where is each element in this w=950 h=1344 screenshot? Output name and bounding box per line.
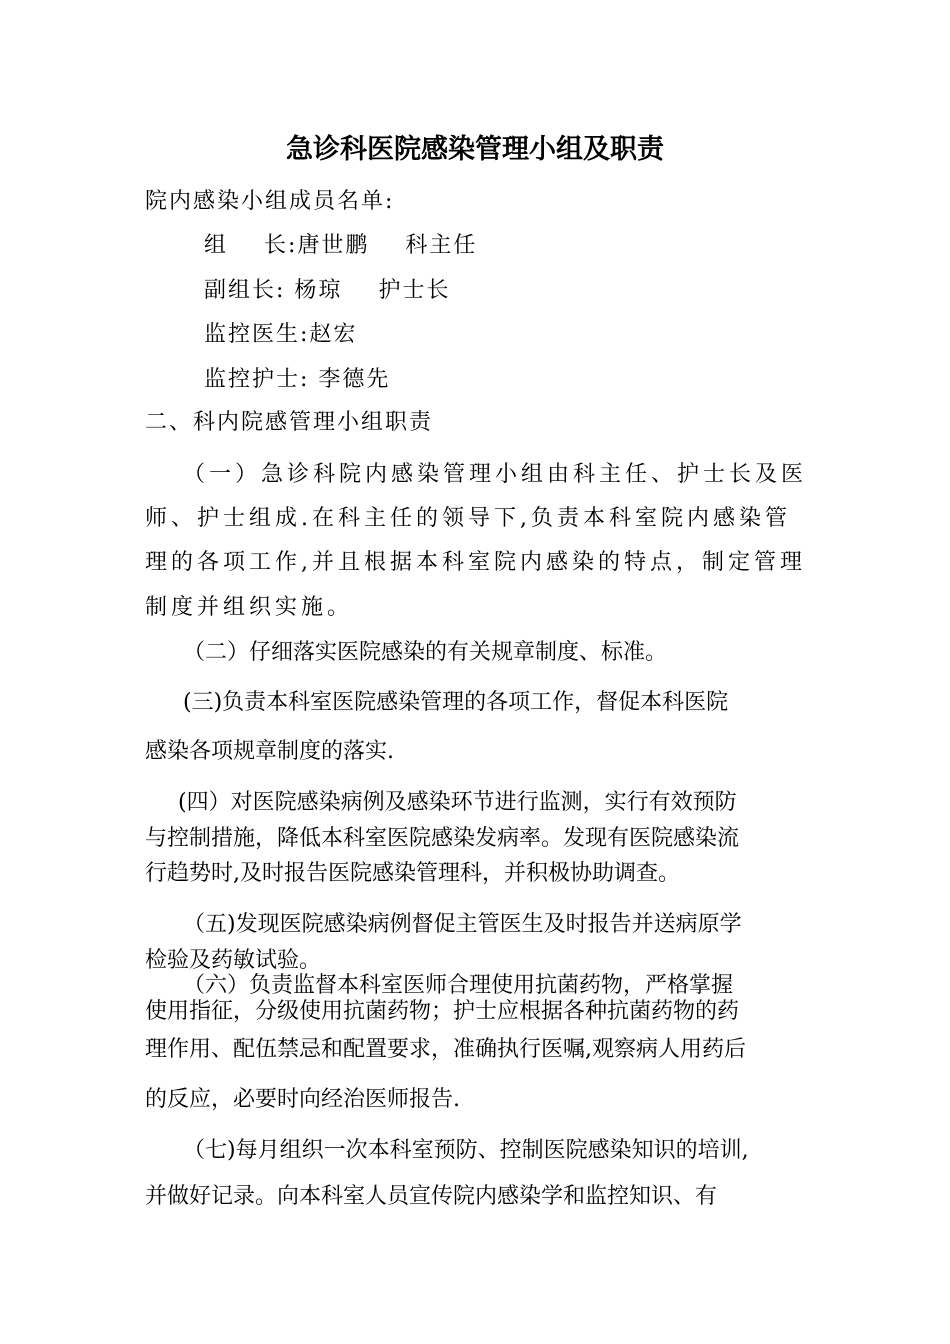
member-title: 科主任 xyxy=(405,233,478,258)
member-name: 李德先 xyxy=(318,367,391,392)
duty-6-line: （六）负责监督本科室医师合理使用抗菌药物，严格掌握 xyxy=(183,973,734,998)
duty-3-line: (三)负责本科室医院感染管理的各项工作，督促本科医院 xyxy=(183,690,729,715)
member-role: 监控护士: xyxy=(204,367,310,392)
duty-6-line: 使用指征，分级使用抗菌药物；护士应根据各种抗菌药物的药 xyxy=(145,999,740,1024)
member-name: 杨琼 xyxy=(294,278,343,303)
duty-4-line: 与控制措施，降低本科室医院感染发病率。发现有医院感染流 xyxy=(145,826,740,851)
duties-heading: 二、科内院感管理小组职责 xyxy=(145,410,434,435)
member-role: 监控医生: xyxy=(204,322,310,347)
duty-4-line: (四）对医院感染病例及感染环节进行监测，实行有效预防 xyxy=(178,790,737,815)
member-title: 护士长 xyxy=(378,278,451,303)
duty-1-line: 师、护士组成.在科主任的领导下,负责本科室院内感染管 xyxy=(145,506,791,531)
member-role: 副组长: xyxy=(204,278,286,303)
duty-5-line: （五)发现医院感染病例督促主管医生及时报告并送病原学 xyxy=(183,912,742,937)
document-title: 急诊科医院感染管理小组及职责 xyxy=(286,134,664,165)
member-role: 组 长: xyxy=(204,233,298,258)
duty-1-line: 理的各项工作,并且根据本科室院内感染的特点，制定管理 xyxy=(145,550,806,575)
duty-6-line: 的反应，必要时向经治医师报告. xyxy=(145,1087,460,1112)
member-monitor-nurse xyxy=(204,366,390,394)
duty-2-line: （二）仔细落实医院感染的有关规章制度、标准。 xyxy=(183,640,668,665)
duty-3-line: 感染各项规章制度的落实. xyxy=(145,739,394,764)
member-name: 唐世鹏 xyxy=(297,233,370,258)
duty-7-line: （七)每月组织一次本科室预防、控制医院感染知识的培训, xyxy=(183,1138,749,1163)
member-name: 赵宏 xyxy=(309,322,358,347)
duty-1-line: （一）急诊科院内感染管理小组由科主任、护士长及医 xyxy=(183,462,808,487)
duty-7-line: 并做好记录。向本科室人员宣传院内感染学和监控知识、有 xyxy=(145,1184,718,1209)
member-monitor-doctor xyxy=(204,321,357,349)
duty-1-line: 制度并组织实施。 xyxy=(145,595,354,620)
member-deputy xyxy=(204,277,450,305)
duty-5-line: 检验及药敏试验。 xyxy=(145,948,322,973)
duty-4-line: 行趋势时,及时报告医院感染管理科，并积极协助调查。 xyxy=(145,861,680,886)
duty-6-line: 理作用、配伍禁忌和配置要求，准确执行医嘱,观察病人用药后 xyxy=(145,1037,746,1062)
members-heading: 院内感染小组成员名单: xyxy=(145,189,395,214)
member-leader xyxy=(204,232,477,260)
